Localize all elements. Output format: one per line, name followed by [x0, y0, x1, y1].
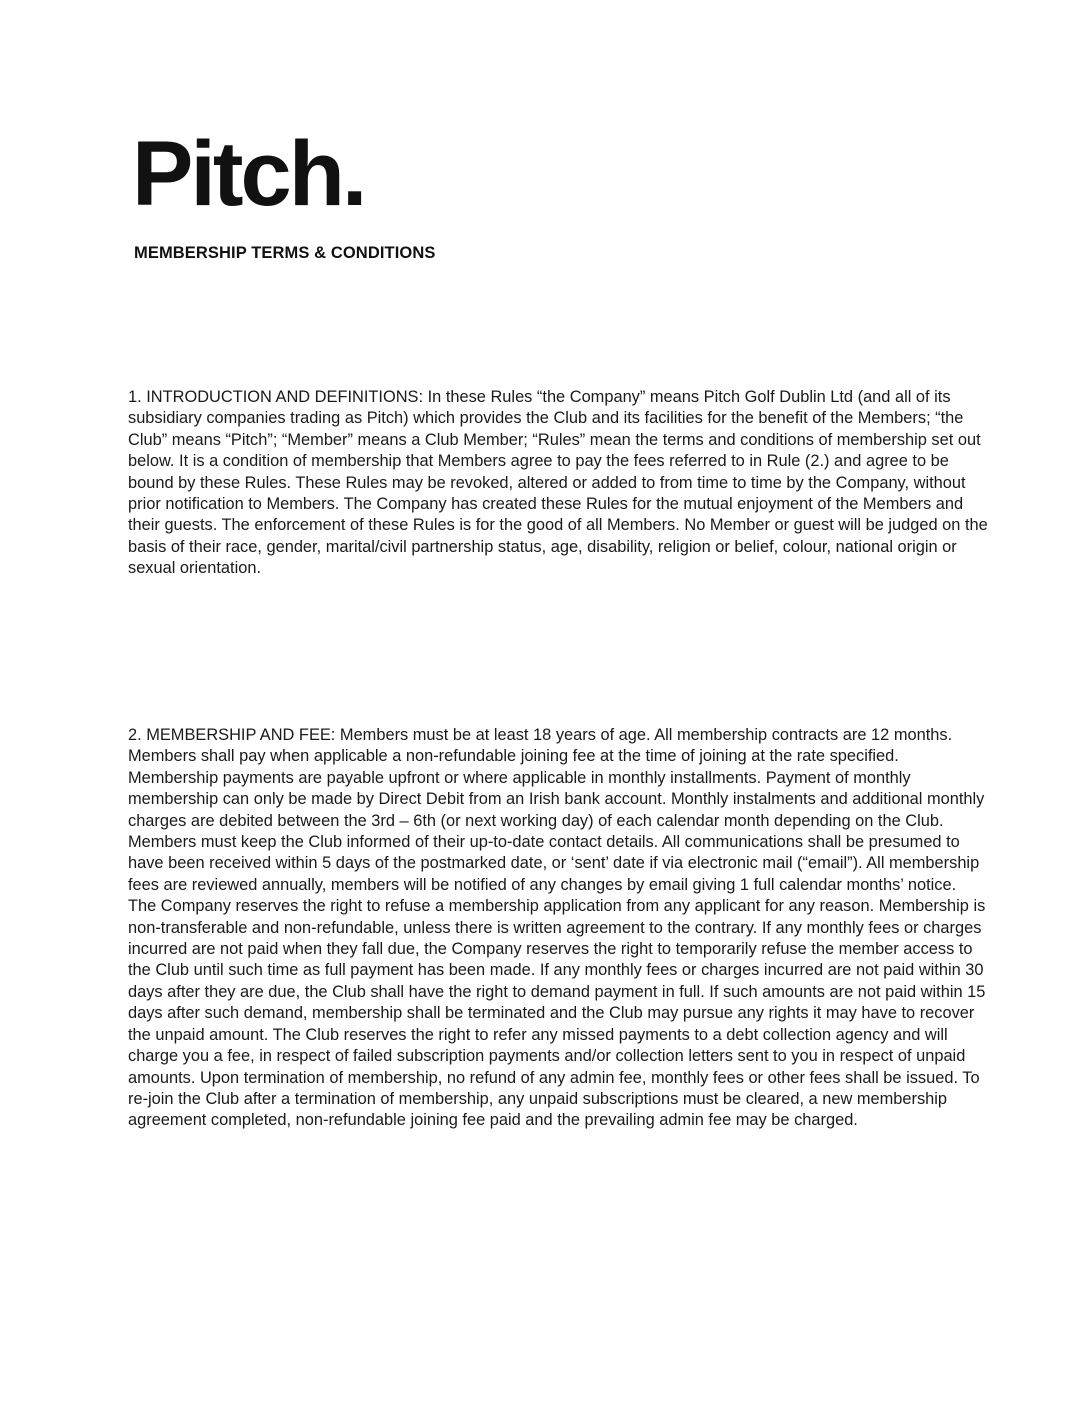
section-membership-and-fee: 2. MEMBERSHIP AND FEE: Members must be at least 18 years of age. All membership contracts are 12 months. Members shall pay when applicable a non-refundable joining fee at the time of joining at the rate specified. Membership payments are payable upfront or where applicable in monthly installments. Payment of monthly membership can only be made by Direct Debit from an Irish bank account. Monthly instalments and additional monthly charges are debited between the 3rd – 6th (or next working day) of each calendar month depending on the Club. Members must keep the Club informed of their up-to-date contact details. All communications shall be presumed to have been received within 5 days of the postmarked date, or ‘sent’ date if via electronic mail (“email”). All membership fees are reviewed annually, members will be notified of any changes by email giving 1 full calendar months’ notice. The Company reserves the right to refuse a membership application from any applicant for any reason. Membership is non-transferable and non-refundable, unless there is written agreement to the contrary. If any monthly fees or charges incurred are not paid when they fall due, the Company reserves the right to temporarily refuse the member access to the Club until such time as full payment has been made. If any monthly fees or charges incurred are not paid within 30 days after they are due, the Club shall have the right to demand payment in full. If such amounts are not paid within 15 days after such demand, membership shall be terminated and the Club may pursue any rights it may have to recover the unpaid amount. The Club reserves the right to refer any missed payments to a debt collection agency and will charge you a fee, in respect of failed subscription payments and/or collection letters sent to you in respect of unpaid amounts. Upon termination of membership, no refund of any admin fee, monthly fees or other fees shall be issued. To re-join the Club after a termination of membership, any unpaid subscriptions must be cleared, a new membership agreement completed, non-refundable joining fee paid and the prevailing admin fee may be charged.	[128, 726, 986, 1130]
document-title: MEMBERSHIP TERMS & CONDITIONS	[134, 244, 436, 262]
pitch-logo: Pitch.	[132, 123, 365, 225]
section-introduction-definitions: 1. INTRODUCTION AND DEFINITIONS: In these Rules “the Company” means Pitch Golf Dublin Ltd (and all of its subsidiary companies trading as Pitch) which provides the Club and its facilities for the benefit of the Members; “the Club” means “Pitch”; “Member” means a Club Member; “Rules” mean the terms and conditions of membership set out below. It is a condition of membership that Members agree to pay the fees referred to in Rule (2.) and agree to be bound by these Rules. These Rules may be revoked, altered or added to from time to time by the Company, without prior notification to Members. The Company has created these Rules for the mutual enjoyment of the Members and their guests. The enforcement of these Rules is for the good of all Members. No Member or guest will be judged on the basis of their race, gender, marital/civil partnership status, age, disability, religion or belief, colour, national origin or sexual orientation.	[128, 388, 988, 578]
